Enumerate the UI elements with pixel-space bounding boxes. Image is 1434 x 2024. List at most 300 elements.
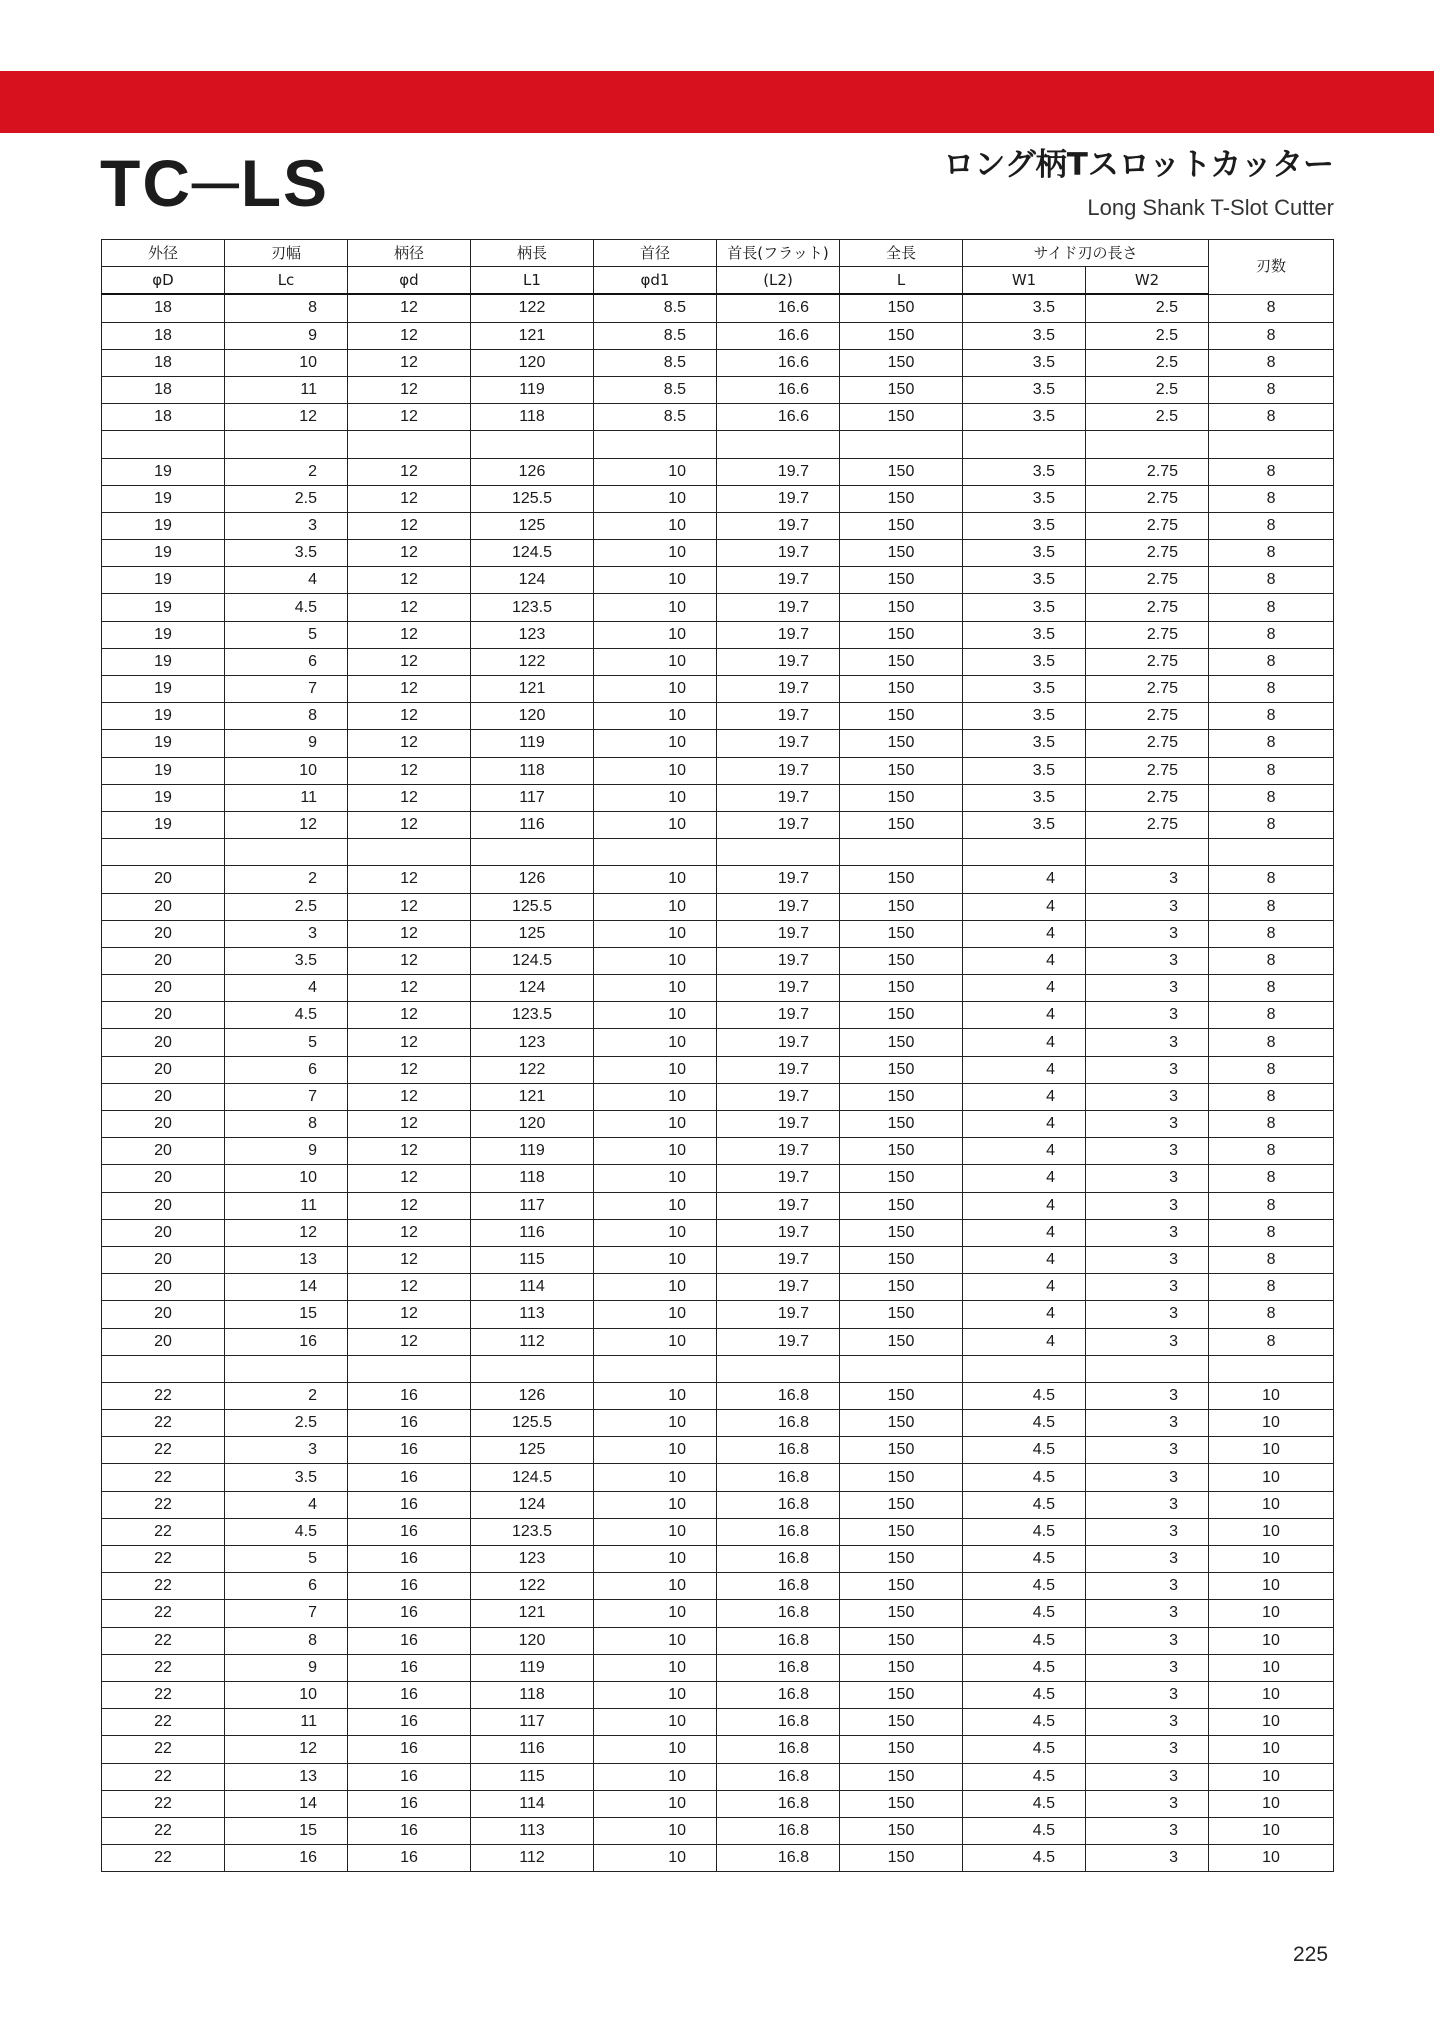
cell-side-w2 [1086, 431, 1209, 458]
table-row [102, 947, 1334, 974]
cell-blade-width: 3.5 [225, 947, 348, 974]
cell-shank-length: 123.5 [471, 1002, 594, 1029]
cell-shank-diameter: 12 [348, 1111, 471, 1138]
header-symbol-W2: W2 [1086, 267, 1209, 295]
cell-neck-diameter: 10 [594, 512, 717, 539]
cell-flute-count: 8 [1209, 1328, 1334, 1355]
cell-side-w2: 2.5 [1086, 322, 1209, 349]
table-row [102, 1083, 1334, 1110]
cell-shank-diameter: 12 [348, 920, 471, 947]
cell-neck-diameter: 10 [594, 947, 717, 974]
cell-side-w1: 4 [963, 1274, 1086, 1301]
cell-flute-count: 8 [1209, 1138, 1334, 1165]
cell-shank-length: 113 [471, 1817, 594, 1844]
cell-side-w2: 2.75 [1086, 594, 1209, 621]
table-row [102, 1736, 1334, 1763]
cell-side-w2: 3 [1086, 1301, 1209, 1328]
cell-shank-length: 125 [471, 512, 594, 539]
cell-side-w2: 3 [1086, 1817, 1209, 1844]
cell-outer-diameter: 18 [102, 294, 225, 322]
cell-side-w2: 3 [1086, 1437, 1209, 1464]
cell-flute-count: 8 [1209, 703, 1334, 730]
cell-shank-length: 125.5 [471, 485, 594, 512]
cell-shank-diameter: 12 [348, 676, 471, 703]
cell-blade-width: 3 [225, 1437, 348, 1464]
header-red-band [0, 71, 1434, 133]
table-spacer-row [102, 1355, 1334, 1382]
cell-shank-length: 123 [471, 1546, 594, 1573]
cell-blade-width: 6 [225, 1573, 348, 1600]
table-row [102, 784, 1334, 811]
cell-side-w1: 4.5 [963, 1464, 1086, 1491]
cell-shank-length: 114 [471, 1274, 594, 1301]
cell-neck-diameter: 10 [594, 1518, 717, 1545]
cell-neck-diameter: 10 [594, 975, 717, 1002]
cell-side-w1: 4.5 [963, 1546, 1086, 1573]
cell-shank-length: 121 [471, 1600, 594, 1627]
cell-blade-width: 16 [225, 1328, 348, 1355]
cell-neck-length [717, 1355, 840, 1382]
cell-blade-width: 14 [225, 1274, 348, 1301]
cell-side-w2: 3 [1086, 1681, 1209, 1708]
cell-shank-length: 123.5 [471, 594, 594, 621]
cell-overall-length: 150 [840, 1627, 963, 1654]
cell-blade-width: 13 [225, 1246, 348, 1273]
cell-neck-diameter: 10 [594, 1790, 717, 1817]
cell-blade-width: 16 [225, 1845, 348, 1872]
cell-shank-length: 122 [471, 1573, 594, 1600]
cell-flute-count: 10 [1209, 1491, 1334, 1518]
cell-side-w2: 3 [1086, 1029, 1209, 1056]
cell-neck-length: 19.7 [717, 703, 840, 730]
cell-neck-length: 19.7 [717, 1083, 840, 1110]
cell-overall-length: 150 [840, 648, 963, 675]
cell-overall-length: 150 [840, 1192, 963, 1219]
cell-neck-diameter: 10 [594, 1464, 717, 1491]
cell-shank-diameter: 12 [348, 703, 471, 730]
cell-side-w1: 4.5 [963, 1491, 1086, 1518]
cell-side-w1: 4 [963, 1056, 1086, 1083]
cell-overall-length: 150 [840, 1301, 963, 1328]
cell-neck-length: 19.7 [717, 1219, 840, 1246]
cell-shank-diameter: 16 [348, 1518, 471, 1545]
spec-table-body [102, 294, 1334, 1871]
table-row [102, 1546, 1334, 1573]
cell-side-w2: 3 [1086, 1845, 1209, 1872]
cell-overall-length: 150 [840, 920, 963, 947]
cell-blade-width: 10 [225, 1165, 348, 1192]
cell-shank-diameter: 12 [348, 1083, 471, 1110]
cell-overall-length: 150 [840, 294, 963, 322]
cell-side-w1: 4.5 [963, 1709, 1086, 1736]
cell-side-w1: 4 [963, 920, 1086, 947]
cell-flute-count: 8 [1209, 1002, 1334, 1029]
table-row [102, 1219, 1334, 1246]
cell-neck-length: 19.7 [717, 1165, 840, 1192]
cell-outer-diameter: 22 [102, 1709, 225, 1736]
table-spacer-row [102, 839, 1334, 866]
cell-blade-width: 11 [225, 1709, 348, 1736]
cell-side-w1: 3.5 [963, 294, 1086, 322]
cell-neck-length: 16.8 [717, 1410, 840, 1437]
cell-blade-width: 5 [225, 621, 348, 648]
cell-neck-length: 19.7 [717, 485, 840, 512]
table-row [102, 811, 1334, 838]
cell-shank-diameter: 12 [348, 1138, 471, 1165]
cell-outer-diameter: 20 [102, 1138, 225, 1165]
cell-side-w1: 4.5 [963, 1763, 1086, 1790]
cell-neck-diameter: 10 [594, 1546, 717, 1573]
cell-blade-width: 4 [225, 1491, 348, 1518]
cell-side-w1: 3.5 [963, 376, 1086, 403]
cell-side-w1: 4.5 [963, 1410, 1086, 1437]
cell-shank-diameter: 12 [348, 1274, 471, 1301]
cell-blade-width: 9 [225, 1654, 348, 1681]
cell-shank-diameter: 12 [348, 540, 471, 567]
cell-side-w2: 2.5 [1086, 404, 1209, 431]
cell-flute-count: 10 [1209, 1709, 1334, 1736]
cell-outer-diameter: 19 [102, 676, 225, 703]
cell-overall-length: 150 [840, 784, 963, 811]
cell-side-w2: 3 [1086, 1654, 1209, 1681]
cell-flute-count: 8 [1209, 648, 1334, 675]
cell-shank-length: 118 [471, 1681, 594, 1708]
cell-flute-count: 8 [1209, 1056, 1334, 1083]
cell-side-w2: 2.75 [1086, 648, 1209, 675]
cell-side-w1: 3.5 [963, 485, 1086, 512]
table-row [102, 1002, 1334, 1029]
cell-blade-width: 8 [225, 1627, 348, 1654]
cell-shank-length: 121 [471, 676, 594, 703]
header-symbol-W1: W1 [963, 267, 1086, 295]
cell-shank-diameter: 12 [348, 485, 471, 512]
cell-flute-count: 8 [1209, 1029, 1334, 1056]
table-row [102, 1518, 1334, 1545]
cell-neck-diameter: 10 [594, 1083, 717, 1110]
cell-side-w1: 3.5 [963, 458, 1086, 485]
cell-blade-width: 3 [225, 512, 348, 539]
cell-blade-width: 6 [225, 648, 348, 675]
cell-flute-count: 10 [1209, 1437, 1334, 1464]
cell-outer-diameter: 22 [102, 1464, 225, 1491]
cell-blade-width: 8 [225, 703, 348, 730]
header-symbol-L: L [840, 267, 963, 295]
cell-shank-diameter [348, 431, 471, 458]
cell-neck-length: 16.8 [717, 1709, 840, 1736]
cell-neck-diameter: 10 [594, 1600, 717, 1627]
cell-outer-diameter: 18 [102, 376, 225, 403]
cell-neck-diameter: 10 [594, 540, 717, 567]
cell-shank-length: 116 [471, 1736, 594, 1763]
cell-shank-length: 113 [471, 1301, 594, 1328]
cell-side-w2: 2.75 [1086, 540, 1209, 567]
table-row [102, 1681, 1334, 1708]
cell-shank-length: 112 [471, 1328, 594, 1355]
cell-shank-length: 121 [471, 322, 594, 349]
cell-blade-width: 2.5 [225, 893, 348, 920]
cell-side-w2 [1086, 839, 1209, 866]
header-symbol-L2: (L2) [717, 267, 840, 295]
cell-side-w1: 3.5 [963, 811, 1086, 838]
cell-shank-diameter: 12 [348, 648, 471, 675]
cell-neck-length: 19.7 [717, 621, 840, 648]
cell-neck-diameter: 10 [594, 1219, 717, 1246]
cell-blade-width: 14 [225, 1790, 348, 1817]
cell-shank-length: 125 [471, 920, 594, 947]
header-shank-length: 柄長 [471, 240, 594, 267]
cell-side-w2: 3 [1086, 975, 1209, 1002]
cell-shank-diameter: 12 [348, 784, 471, 811]
cell-outer-diameter: 19 [102, 757, 225, 784]
table-row [102, 621, 1334, 648]
cell-shank-diameter: 16 [348, 1600, 471, 1627]
table-row [102, 349, 1334, 376]
cell-outer-diameter: 20 [102, 1246, 225, 1273]
cell-shank-diameter: 12 [348, 1219, 471, 1246]
cell-shank-length: 120 [471, 703, 594, 730]
cell-flute-count: 8 [1209, 485, 1334, 512]
cell-neck-diameter: 10 [594, 1491, 717, 1518]
cell-overall-length: 150 [840, 1328, 963, 1355]
cell-neck-length: 19.7 [717, 540, 840, 567]
header-symbol-d1: φd1 [594, 267, 717, 295]
cell-shank-diameter: 16 [348, 1546, 471, 1573]
cell-shank-length: 126 [471, 866, 594, 893]
cell-blade-width: 8 [225, 1111, 348, 1138]
cell-blade-width: 5 [225, 1029, 348, 1056]
product-name-japanese: ロング柄Tスロットカッター [943, 147, 1334, 183]
cell-blade-width: 12 [225, 811, 348, 838]
cell-flute-count: 8 [1209, 294, 1334, 322]
cell-overall-length: 150 [840, 757, 963, 784]
cell-side-w2: 2.5 [1086, 349, 1209, 376]
cell-blade-width: 2 [225, 866, 348, 893]
cell-blade-width: 2 [225, 1382, 348, 1409]
cell-overall-length: 150 [840, 322, 963, 349]
cell-neck-diameter: 10 [594, 1437, 717, 1464]
cell-neck-diameter [594, 431, 717, 458]
cell-shank-length: 122 [471, 1056, 594, 1083]
cell-side-w2: 2.75 [1086, 703, 1209, 730]
cell-outer-diameter: 19 [102, 811, 225, 838]
cell-flute-count: 8 [1209, 1274, 1334, 1301]
cell-neck-length: 16.6 [717, 376, 840, 403]
cell-side-w2: 2.75 [1086, 485, 1209, 512]
cell-overall-length: 150 [840, 1491, 963, 1518]
cell-flute-count: 8 [1209, 1246, 1334, 1273]
cell-side-w1: 3.5 [963, 594, 1086, 621]
cell-outer-diameter: 22 [102, 1681, 225, 1708]
cell-neck-diameter: 10 [594, 676, 717, 703]
cell-side-w1: 4.5 [963, 1654, 1086, 1681]
cell-shank-diameter: 12 [348, 947, 471, 974]
table-row [102, 730, 1334, 757]
cell-shank-diameter: 16 [348, 1790, 471, 1817]
cell-shank-length: 121 [471, 1083, 594, 1110]
cell-neck-diameter: 10 [594, 648, 717, 675]
cell-neck-length: 19.7 [717, 1029, 840, 1056]
cell-outer-diameter: 19 [102, 567, 225, 594]
cell-flute-count: 8 [1209, 893, 1334, 920]
cell-shank-length: 123.5 [471, 1518, 594, 1545]
table-row [102, 920, 1334, 947]
table-row [102, 1437, 1334, 1464]
cell-blade-width: 10 [225, 1681, 348, 1708]
cell-shank-diameter: 12 [348, 458, 471, 485]
cell-overall-length: 150 [840, 1410, 963, 1437]
cell-overall-length: 150 [840, 811, 963, 838]
cell-shank-length: 122 [471, 294, 594, 322]
cell-shank-diameter: 12 [348, 1029, 471, 1056]
cell-side-w1: 4.5 [963, 1573, 1086, 1600]
cell-neck-diameter: 10 [594, 485, 717, 512]
cell-neck-length: 16.8 [717, 1491, 840, 1518]
cell-side-w1: 4 [963, 1002, 1086, 1029]
cell-flute-count [1209, 1355, 1334, 1382]
cell-outer-diameter: 20 [102, 1056, 225, 1083]
table-row [102, 1600, 1334, 1627]
cell-side-w2: 3 [1086, 947, 1209, 974]
header-overall-length: 全長 [840, 240, 963, 267]
cell-shank-diameter: 12 [348, 567, 471, 594]
cell-neck-diameter: 10 [594, 1246, 717, 1273]
cell-side-w2: 3 [1086, 1518, 1209, 1545]
cell-outer-diameter: 20 [102, 1165, 225, 1192]
cell-shank-length: 120 [471, 349, 594, 376]
cell-neck-diameter: 10 [594, 1138, 717, 1165]
cell-side-w2: 3 [1086, 1083, 1209, 1110]
cell-flute-count: 10 [1209, 1627, 1334, 1654]
header-neck-length: 首長(フラット) [717, 240, 840, 267]
cell-side-w2: 3 [1086, 893, 1209, 920]
cell-overall-length [840, 431, 963, 458]
cell-flute-count: 8 [1209, 1083, 1334, 1110]
cell-overall-length: 150 [840, 1138, 963, 1165]
table-spacer-row [102, 431, 1334, 458]
cell-overall-length [840, 1355, 963, 1382]
cell-overall-length: 150 [840, 1056, 963, 1083]
cell-shank-diameter: 12 [348, 1328, 471, 1355]
cell-flute-count: 10 [1209, 1518, 1334, 1545]
cell-neck-length: 19.7 [717, 648, 840, 675]
cell-shank-length: 115 [471, 1246, 594, 1273]
cell-neck-diameter: 10 [594, 1654, 717, 1681]
cell-side-w2: 2.5 [1086, 376, 1209, 403]
cell-shank-length: 119 [471, 1654, 594, 1681]
cell-overall-length: 150 [840, 376, 963, 403]
cell-blade-width: 3 [225, 920, 348, 947]
cell-side-w1: 4 [963, 1246, 1086, 1273]
cell-outer-diameter: 22 [102, 1518, 225, 1545]
cell-side-w1: 4.5 [963, 1518, 1086, 1545]
table-row [102, 1138, 1334, 1165]
cell-shank-diameter: 12 [348, 975, 471, 1002]
cell-neck-diameter: 10 [594, 703, 717, 730]
cell-shank-diameter: 12 [348, 404, 471, 431]
cell-overall-length: 150 [840, 1111, 963, 1138]
cell-side-w2: 3 [1086, 1002, 1209, 1029]
cell-shank-diameter: 12 [348, 621, 471, 648]
cell-shank-length: 118 [471, 404, 594, 431]
cell-overall-length: 150 [840, 1573, 963, 1600]
table-row [102, 757, 1334, 784]
cell-flute-count: 10 [1209, 1790, 1334, 1817]
cell-side-w2: 2.75 [1086, 621, 1209, 648]
cell-flute-count: 10 [1209, 1736, 1334, 1763]
cell-neck-length: 19.7 [717, 1328, 840, 1355]
cell-flute-count: 10 [1209, 1845, 1334, 1872]
cell-neck-length: 16.8 [717, 1546, 840, 1573]
header-blade-width: 刃幅 [225, 240, 348, 267]
cell-flute-count: 8 [1209, 1192, 1334, 1219]
cell-flute-count: 8 [1209, 1111, 1334, 1138]
cell-neck-diameter: 10 [594, 594, 717, 621]
cell-shank-length: 125.5 [471, 893, 594, 920]
cell-neck-diameter: 10 [594, 811, 717, 838]
cell-overall-length: 150 [840, 1518, 963, 1545]
cell-shank-length: 120 [471, 1627, 594, 1654]
cell-outer-diameter: 19 [102, 594, 225, 621]
cell-side-w1: 3.5 [963, 567, 1086, 594]
cell-overall-length: 150 [840, 703, 963, 730]
cell-blade-width: 2.5 [225, 485, 348, 512]
cell-neck-length: 19.7 [717, 1002, 840, 1029]
cell-neck-diameter: 10 [594, 1111, 717, 1138]
cell-blade-width: 9 [225, 1138, 348, 1165]
header-row-top [102, 240, 1334, 267]
cell-shank-diameter: 16 [348, 1573, 471, 1600]
cell-shank-diameter: 12 [348, 349, 471, 376]
cell-shank-length: 119 [471, 730, 594, 757]
cell-overall-length: 150 [840, 1546, 963, 1573]
cell-side-w2: 2.75 [1086, 676, 1209, 703]
cell-shank-diameter: 16 [348, 1437, 471, 1464]
cell-overall-length: 150 [840, 1654, 963, 1681]
cell-outer-diameter: 19 [102, 458, 225, 485]
cell-blade-width: 4 [225, 567, 348, 594]
cell-flute-count [1209, 431, 1334, 458]
cell-shank-diameter: 16 [348, 1491, 471, 1518]
cell-outer-diameter: 20 [102, 1328, 225, 1355]
cell-shank-diameter: 16 [348, 1464, 471, 1491]
cell-outer-diameter: 22 [102, 1627, 225, 1654]
cell-side-w1: 4 [963, 1029, 1086, 1056]
cell-side-w1: 4 [963, 1219, 1086, 1246]
cell-side-w2: 3 [1086, 1573, 1209, 1600]
table-row [102, 1246, 1334, 1273]
product-name-english: Long Shank T-Slot Cutter [1087, 195, 1334, 220]
cell-side-w1: 4 [963, 866, 1086, 893]
cell-shank-length: 124.5 [471, 540, 594, 567]
table-row [102, 1763, 1334, 1790]
cell-side-w1: 3.5 [963, 404, 1086, 431]
cell-neck-length: 19.7 [717, 512, 840, 539]
cell-flute-count: 8 [1209, 757, 1334, 784]
cell-neck-diameter [594, 839, 717, 866]
cell-blade-width: 7 [225, 676, 348, 703]
cell-neck-length: 19.7 [717, 920, 840, 947]
cell-flute-count: 8 [1209, 1165, 1334, 1192]
cell-neck-diameter: 10 [594, 567, 717, 594]
header-flute-count: 刃数 [1209, 240, 1334, 295]
cell-blade-width: 15 [225, 1817, 348, 1844]
cell-neck-length: 19.7 [717, 1192, 840, 1219]
cell-overall-length: 150 [840, 1002, 963, 1029]
cell-shank-diameter: 12 [348, 1165, 471, 1192]
cell-blade-width: 2.5 [225, 1410, 348, 1437]
cell-outer-diameter: 20 [102, 1029, 225, 1056]
cell-flute-count: 8 [1209, 920, 1334, 947]
